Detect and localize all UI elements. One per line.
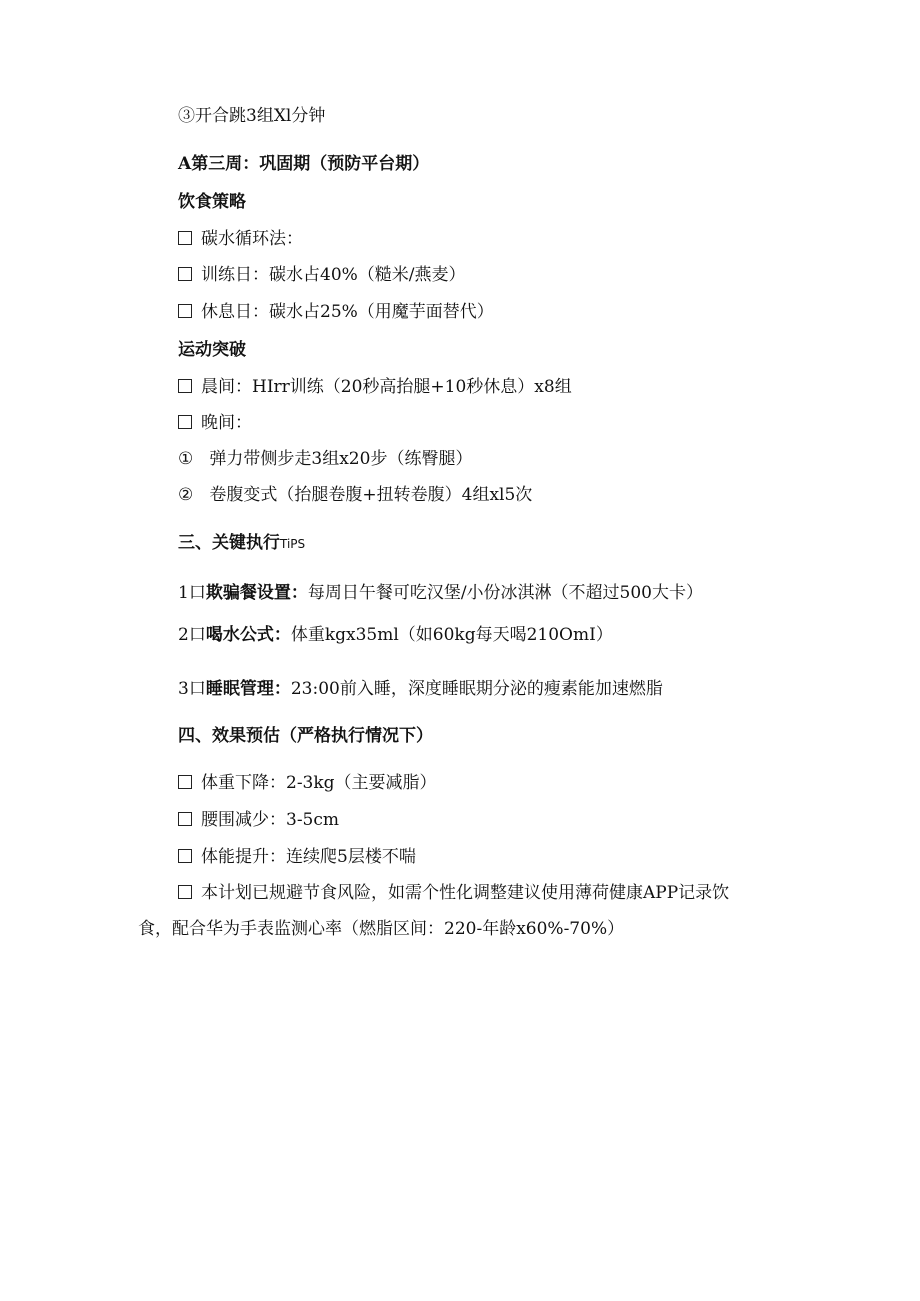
tip-3-text: 23:00前入睡，深度睡眠期分泌的瘦素能加速燃脂 <box>290 679 663 699</box>
note-line-1-text: 本计划已规避节食风险，如需个性化调整建议使用薄荷健康APP记录饮 <box>201 883 730 903</box>
carb-cycle-text: 碳水循环法： <box>201 229 303 249</box>
checkbox-icon <box>178 415 192 429</box>
checkbox-icon <box>178 885 192 899</box>
diet-heading: 饮食策略 <box>178 192 246 212</box>
effect-stamina-text: 体能提升：连续爬5层楼不喘 <box>201 847 416 867</box>
carb-cycle-item <box>178 227 303 251</box>
training-day-item <box>178 263 466 287</box>
evening-sub-item-1 <box>178 447 472 471</box>
effects-heading: 四、效果预估（严格执行情况下） <box>178 726 433 746</box>
evening-sub-item-1-text: 弹力带侧步走3组x20步（练臀腿） <box>209 449 473 469</box>
tip-1-text: 每周日午餐可吃汉堡/小份冰淇淋（不超过500大卡） <box>307 583 704 603</box>
evening-sub-item-2 <box>178 483 532 507</box>
tip-1-label: 欺骗餐设置： <box>205 583 308 603</box>
tip-3-label: 睡眠管理： <box>205 679 291 699</box>
note-line-1 <box>178 881 729 905</box>
week3-heading: A第三周：巩固期（预防平台期） <box>178 154 430 174</box>
exercise-heading: 运动突破 <box>178 340 246 360</box>
checkbox-icon <box>178 849 192 863</box>
tip-1 <box>178 581 703 605</box>
evening-sub-item-2-text: 卷腹变式（抬腿卷腹+扭转卷腹）4组xl5次 <box>209 485 533 505</box>
effect-item-waist <box>178 808 339 832</box>
tip-1-prefix: 1口 <box>178 583 206 603</box>
tips-heading-en: TiPS <box>280 537 306 551</box>
tip-2 <box>178 623 613 647</box>
effect-item-stamina <box>178 845 416 869</box>
evening-item <box>178 411 252 435</box>
note-line-2: 食，配合华为手表监测心率（燃脂区间：220-年龄x60%-70%） <box>138 919 625 939</box>
checkbox-icon <box>178 267 192 281</box>
evening-text: 晚间： <box>201 413 252 433</box>
tips-heading-cn: 三、关键执行 <box>178 533 280 553</box>
checkbox-icon <box>178 775 192 789</box>
checkbox-icon <box>178 379 192 393</box>
tip-3-prefix: 3口 <box>178 679 206 699</box>
morning-text: 晨间：HIrr训练（20秒高抬腿+10秒休息）x8组 <box>201 377 572 397</box>
rest-day-text: 休息日：碳水占25%（用魔芋面替代） <box>201 302 494 322</box>
tips-heading <box>178 531 305 556</box>
training-day-text: 训练日：碳水占40%（糙米/燕麦） <box>201 265 466 285</box>
jumping-jacks-line: ③开合跳3组Xl分钟 <box>178 106 326 126</box>
checkbox-icon <box>178 304 192 318</box>
tip-2-prefix: 2口 <box>178 625 206 645</box>
effect-weight-text: 体重下降：2-3kg（主要减脂） <box>201 773 437 793</box>
circled-two-marker: ② <box>178 485 194 505</box>
tip-2-text: 体重kgx35ml（如60kg每天喝210OmI） <box>290 625 613 645</box>
effect-waist-text: 腰围减少：3-5cm <box>201 810 340 830</box>
rest-day-item <box>178 300 494 324</box>
effect-item-weight <box>178 771 437 795</box>
circled-one-marker: ① <box>178 449 194 469</box>
checkbox-icon <box>178 231 192 245</box>
tip-3 <box>178 677 663 701</box>
tip-2-label: 喝水公式： <box>205 625 291 645</box>
checkbox-icon <box>178 812 192 826</box>
morning-item <box>178 375 572 399</box>
